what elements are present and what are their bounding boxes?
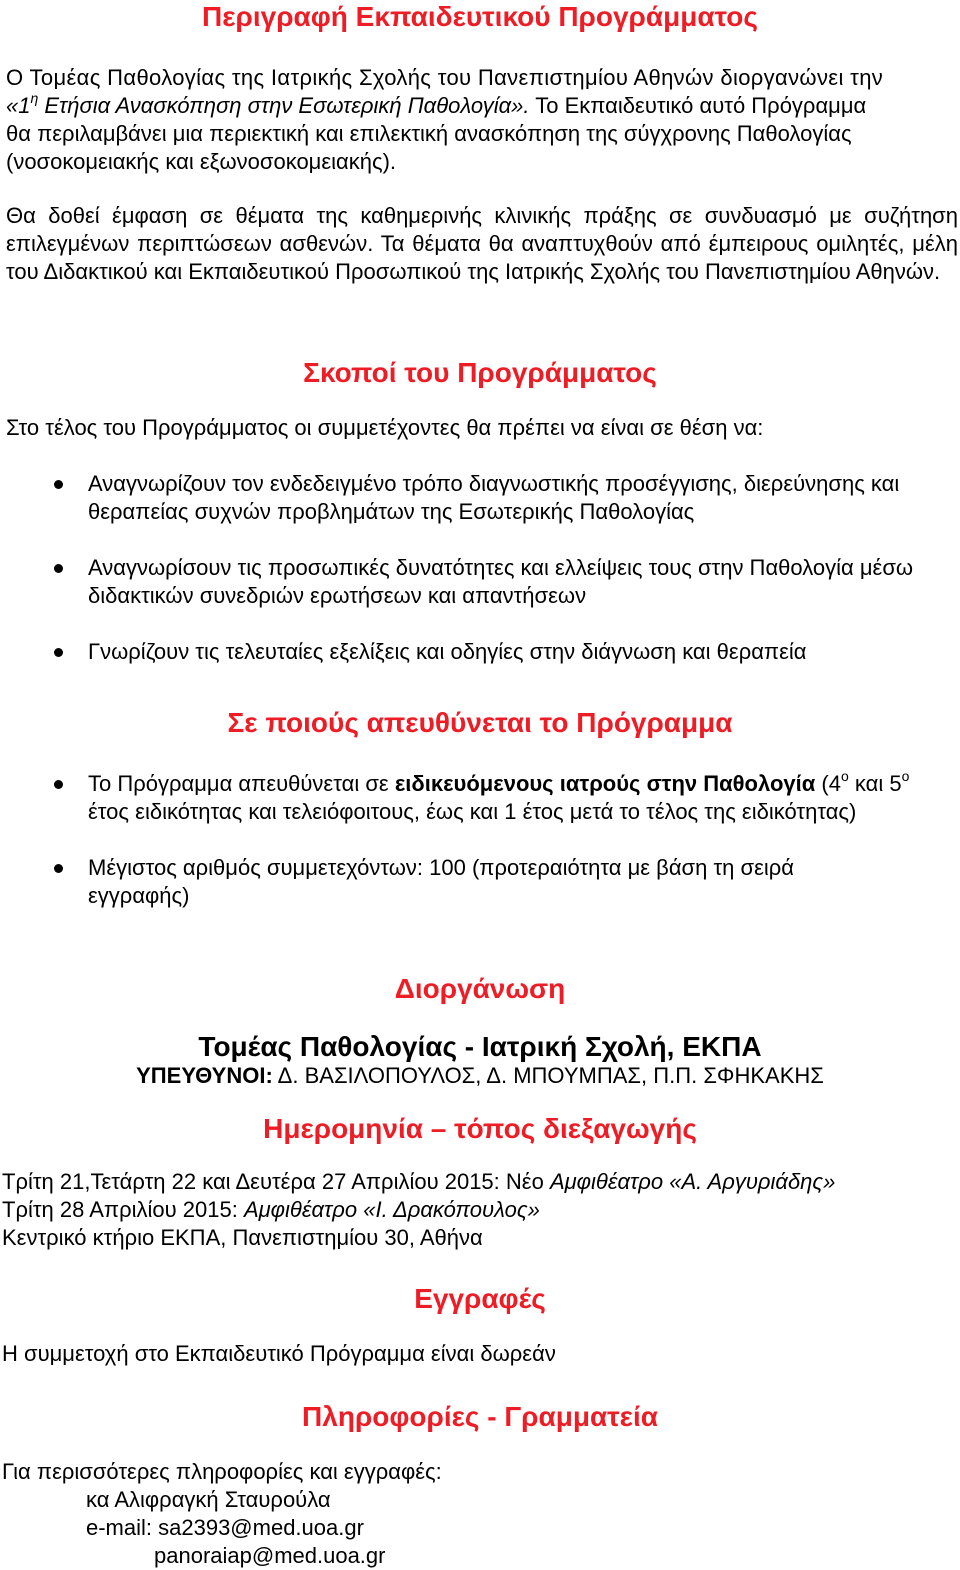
intro-line [6,92,958,120]
venue-italic: Αμφιθέατρο «Ι. Δρακόπουλος» [243,1197,540,1222]
dates-text: Τρίτη 21,Τετάρτη 22 και Δευτέρα 27 Απριλίου 2015: Νέο [2,1169,550,1194]
list-item [0,854,920,910]
program-title-start: «1 [6,93,31,118]
responsible-names: Δ. ΒΑΣΙΛΟΠΟΥΛΟΣ, Δ. ΜΠΟΥΜΠΑΣ, Π.Π. ΣΦΗΚΑΚΗΣ [272,1063,824,1088]
audience-text: Μέγιστος αριθμός συμμετεχόντων: 100 (προτεραιότητα με βάση τη σειρά εγγραφής) [88,855,795,908]
contact-name: κα Αλιφραγκή Σταυρούλα [86,1487,331,1512]
info-heading: Πληροφορίες - Γραμματεία [302,1401,658,1432]
bullet-icon [54,864,63,873]
intro-text: Το Εκπαιδευτικό αυτό Πρόγραμμα [529,93,867,118]
list-item [0,554,940,610]
bullet-icon [54,564,63,573]
info-block [2,1458,954,1570]
contact-email-secondary: panoraiap@med.uoa.gr [154,1543,386,1568]
goals-list [0,470,940,666]
goals-lead: Στο τέλος του Προγράμματος οι συμμετέχοντες θα πρέπει να είναι σε θέση να: [6,415,764,440]
list-item [0,470,940,526]
intro-line: (νοσοκομειακής και εξωνοσοκομειακής). [6,149,397,174]
intro-paragraph-2: Θα δοθεί έμφαση σε θέματα της καθημερινής κλινικής πράξης σε συνδυασμό με συζήτηση επιλεγμένων περιπτώσεων ασθενών. Τα θέματα θα αναπτυχθούν από έμπειρους ομιλητές, μέλη του Διδακτικού και Εκπαιδευτικού Προσωπικού της Ιατρικής Σχολής του Πανεπιστημίου Αθηνών. [6,203,958,284]
goal-text: Αναγνωρίσουν τις προσωπικές δυνατότητες και ελλείψεις τους στην Παθολογία μέσω διδακτικών συνεδριών ερωτήσεων και απαντήσεων [88,555,914,608]
dates-block [2,1168,954,1252]
organization-name: Τομέας Παθολογίας - Ιατρική Σχολή, ΕΚΠΑ [198,1031,762,1062]
dates-line: Κεντρικό κτήριο ΕΚΠΑ, Πανεπιστημίου 30, Αθήνα [2,1225,483,1250]
intro-line: Ο Τομέας Παθολογίας της Ιατρικής Σχολής του Πανεπιστημίου Αθηνών διοργανώνει την [6,65,884,90]
audience-list [0,770,920,910]
dates-text: Τρίτη 28 Απριλίου 2015: [2,1197,244,1222]
program-title-italic [6,90,530,118]
list-item [0,770,920,826]
audience-text: έτος ειδικότητας και τελειόφοιτους, έως και 1 έτος μετά το τέλος της ειδικότητας) [88,799,857,824]
bullet-icon [54,480,63,489]
intro-line: θα περιλαμβάνει μια περιεκτική και επιλεκτική ανασκόπηση της σύγχρονης Παθολογίας [6,121,852,146]
bullet-icon [54,648,63,657]
contact-email: e-mail: sa2393@med.uoa.gr [86,1515,364,1540]
audience-heading: Σε ποιούς απευθύνεται το Πρόγραμμα [227,707,733,738]
goal-text: Γνωρίζουν τις τελευταίες εξελίξεις και οδηγίες στην διάγνωση και θεραπεία [88,639,807,664]
bullet-icon [54,780,63,789]
organization-responsible [0,1062,960,1090]
intro-paragraph-1 [6,64,958,176]
venue-italic: Αμφιθέατρο «Α. Αργυριάδης» [549,1169,836,1194]
ordinal-superscript: η [30,90,39,106]
audience-text: και 5 [848,771,902,796]
organization-heading: Διοργάνωση [394,973,566,1004]
audience-bold-text: ειδικευόμενους ιατρούς στην Παθολογία [394,771,816,796]
program-title-rest: Ετήσια Ανασκόπηση στην Εσωτερική Παθολογία». [38,93,530,118]
page-title: Περιγραφή Εκπαιδευτικού Προγράμματος [202,1,758,32]
registration-text: Η συμμετοχή στο Εκπαιδευτικό Πρόγραμμα είναι δωρεάν [2,1341,556,1366]
goals-heading: Σκοποί του Προγράμματος [303,357,657,388]
ordinal-superscript: ο [840,768,849,784]
registration-heading: Εγγραφές [414,1283,546,1314]
audience-text: Το Πρόγραμμα απευθύνεται σε [88,771,395,796]
responsible-label: ΥΠΕΥΘΥΝΟΙ: [136,1063,273,1088]
audience-text: (4 [815,771,841,796]
ordinal-superscript: ο [901,768,910,784]
dates-line [2,1196,954,1224]
list-item [0,638,940,666]
goal-text: Αναγνωρίζουν τον ενδεδειγμένο τρόπο διαγνωστικής προσέγγισης, διερεύνησης και θεραπείας συχνών προβλημάτων της Εσωτερικής Παθολογίας [88,471,900,524]
dates-heading: Ημερομηνία – τόπος διεξαγωγής [263,1113,697,1144]
info-lead: Για περισσότερες πληροφορίες και εγγραφές: [2,1459,442,1484]
dates-line [2,1168,954,1196]
